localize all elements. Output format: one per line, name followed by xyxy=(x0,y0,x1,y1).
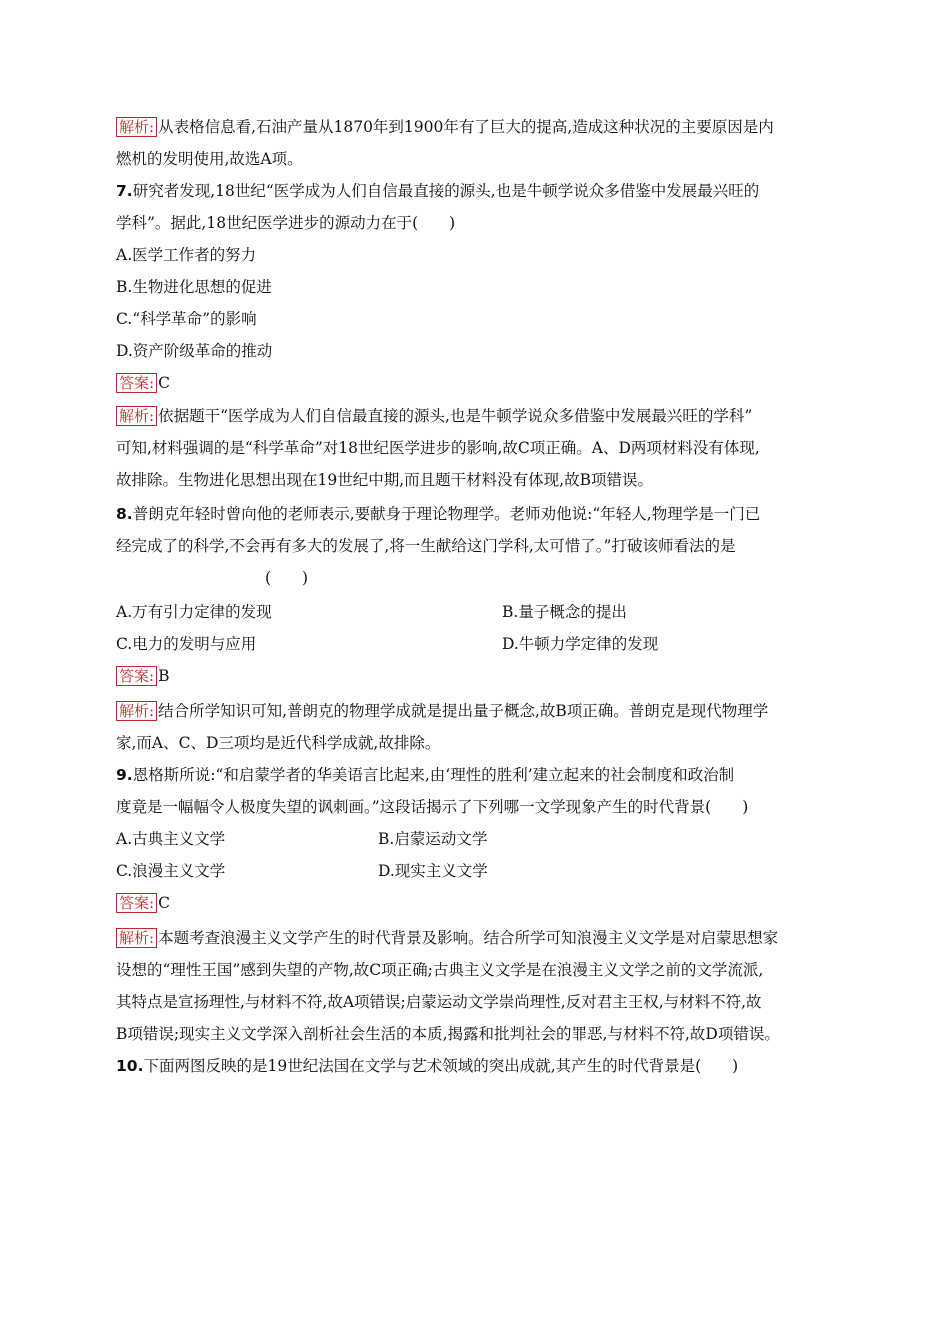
q7-option-d: D.资产阶级革命的推动 xyxy=(116,342,273,360)
q7-option-a: A.医学工作者的努力 xyxy=(116,246,257,264)
q8-stem-line-1: 8.普朗克年轻时曾向他的老师表示,要献身于理论物理学。老师劝他说:“年轻人,物理学是一门已 xyxy=(116,505,761,523)
q8-stem-line-3: ( ) xyxy=(265,569,309,587)
analysis-label: 解析: xyxy=(116,406,157,426)
question-number: 8. xyxy=(116,505,133,523)
analysis-label: 解析: xyxy=(116,117,157,137)
q8-analysis-line-1: 解析: 结合所学知识可知,普朗克的物理学成就是提出量子概念,故B项正确。普朗克是现代物理学 xyxy=(116,700,768,722)
q7-option-b: B.生物进化思想的促进 xyxy=(116,278,272,296)
q9-analysis-line-1: 解析: 本题考查浪漫主义文学产生的时代背景及影响。结合所学可知浪漫主义文学是对启蒙思想家 xyxy=(116,927,778,949)
q7-stem-line-2: 学科”。据此,18世纪医学进步的源动力在于( ) xyxy=(116,214,456,232)
q8-answer: 答案: B xyxy=(116,665,169,687)
q8-option-c: C.电力的发明与应用 xyxy=(116,635,257,653)
q9-option-d: D.现实主义文学 xyxy=(378,862,488,880)
q8-analysis-line-2: 家,而A、C、D三项均是近代科学成就,故排除。 xyxy=(116,734,441,752)
q10-stem-line-1: 10.下面两图反映的是19世纪法国在文学与艺术领域的突出成就,其产生的时代背景是( ) xyxy=(116,1057,739,1075)
question-number: 10. xyxy=(116,1057,144,1075)
q8-stem-line-2: 经完成了的科学,不会再有多大的发展了,将一生献给这门学科,太可惜了。”打破该师看法的是 xyxy=(116,537,736,555)
q9-answer: 答案: C xyxy=(116,892,170,914)
q8-option-b: B.量子概念的提出 xyxy=(502,603,627,621)
q8-option-d: D.牛顿力学定律的发现 xyxy=(502,635,659,653)
q9-analysis-line-2: 设想的“理性王国”感到失望的产物,故C项正确;古典主义文学是在浪漫主义文学之前的文学流派, xyxy=(116,961,764,979)
q9-options-row-1 xyxy=(116,828,488,850)
question-number: 7. xyxy=(116,182,133,200)
answer-label: 答案: xyxy=(116,893,157,913)
q9-option-c: C.浪漫主义文学 xyxy=(116,862,226,880)
analysis-label: 解析: xyxy=(116,701,157,721)
q7-stem-line-1: 7.研究者发现,18世纪“医学成为人们自信最直接的源头,也是牛顿学说众多借鉴中发展最兴旺的 xyxy=(116,182,760,200)
answer-label: 答案: xyxy=(116,666,157,686)
q9-stem-line-1: 9.恩格斯所说:“和启蒙学者的华美语言比起来,由‘理性的胜利’建立起来的社会制度和政治制 xyxy=(116,766,735,784)
q7-analysis-line-1: 解析: 依据题干“医学成为人们自信最直接的源头,也是牛顿学说众多借鉴中发展最兴旺的学科” xyxy=(116,405,752,427)
q6-analysis-line-2: 燃机的发明使用,故选A项。 xyxy=(116,150,303,168)
q9-options-row-2 xyxy=(116,860,488,882)
analysis-label: 解析: xyxy=(116,928,157,948)
q7-option-c: C.“科学革命”的影响 xyxy=(116,310,257,328)
q8-options-row-2 xyxy=(116,633,659,655)
q7-analysis-line-2: 可知,材料强调的是“科学革命”对18世纪医学进步的影响,故C项正确。A、D两项材料没有体现, xyxy=(116,439,760,457)
q9-analysis-line-4: B项错误;现实主义文学深入剖析社会生活的本质,揭露和批判社会的罪恶,与材料不符,故D项错误。 xyxy=(116,1025,780,1043)
answer-label: 答案: xyxy=(116,373,157,393)
q9-stem-line-2: 度竟是一幅幅令人极度失望的讽刺画。”这段话揭示了下列哪一文学现象产生的时代背景( ) xyxy=(116,798,749,816)
q9-analysis-line-3: 其特点是宣扬理性,与材料不符,故A项错误;启蒙运动文学崇尚理性,反对君主王权,与材料不符,故 xyxy=(116,993,762,1011)
q8-options-row-1 xyxy=(116,601,627,623)
q7-answer: 答案: C xyxy=(116,372,170,394)
q8-option-a: A.万有引力定律的发现 xyxy=(116,603,272,621)
q9-option-b: B.启蒙运动文学 xyxy=(378,830,488,848)
question-number: 9. xyxy=(116,766,133,784)
q6-analysis-line-1: 解析: 从表格信息看,石油产量从1870年到1900年有了巨大的提高,造成这种状况的主要原因是内 xyxy=(116,116,774,138)
q7-analysis-line-3: 故排除。生物进化思想出现在19世纪中期,而且题干材料没有体现,故B项错误。 xyxy=(116,471,653,489)
q9-option-a: A.古典主义文学 xyxy=(116,830,226,848)
